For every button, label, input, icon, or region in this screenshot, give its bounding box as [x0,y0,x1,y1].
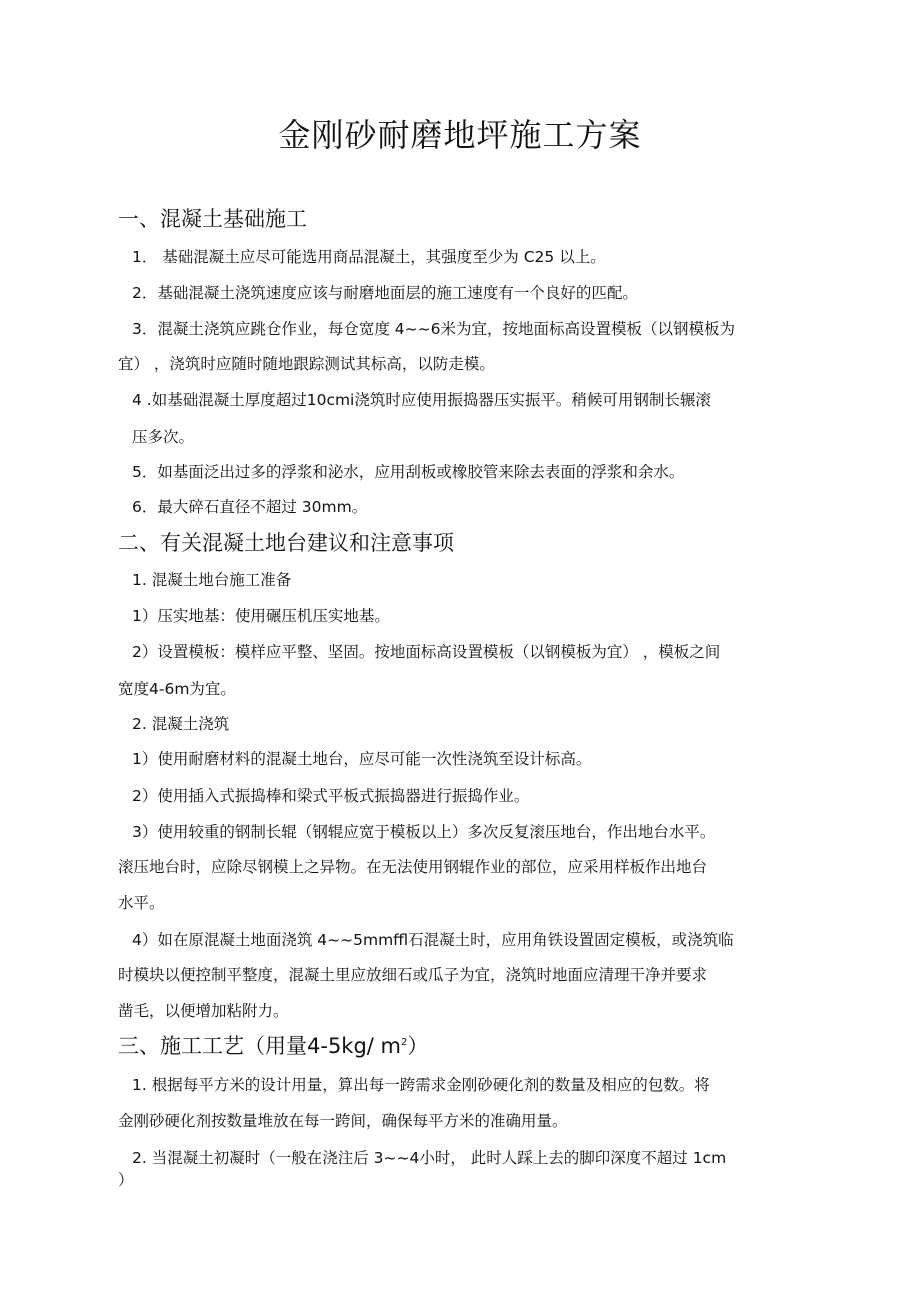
paragraph-line: 5．如基面泛出过多的浮浆和泌水，应用刮板或橡胶管来除去表面的浮浆和余水。 [132,463,685,481]
paragraph-line: 1）压实地基：使用碾压机压实地基。 [132,607,390,625]
paragraph-line: 2）设置模板：模样应平整、坚固。按地面标高设置模板（以钢模板为宜） ，模板之间 [132,643,721,661]
paragraph-line: 1. 混凝土地台施工准备 [132,571,292,589]
paragraph-line: 金刚砂硬化剂按数量堆放在每一跨间，确保每平方米的准确用量。 [118,1112,568,1130]
paragraph-line: 4 .如基础混凝土厚度超过10cmi浇筑时应使用振捣器压实振平。稍候可用钢制长辗滚 [132,391,711,409]
paragraph-line: 3．混凝土浇筑应跳仓作业，每仓宽度 4~~6米为宜，按地面标高设置模板（以钢模板为 [132,320,735,338]
paragraph-line: 6．最大碎石直径不超过 30mm。 [132,498,368,516]
paragraph-line: 1． 基础混凝土应尽可能选用商品混凝土，其强度至少为 C25 以上。 [132,248,606,266]
paragraph-line: 压多次。 [132,428,195,446]
paragraph-line: 2. 混凝土浇筑 [132,715,230,733]
document-title: 金刚砂耐磨地坪施工方案 [278,116,642,154]
section-heading-3-tail: ） [407,1034,429,1058]
paragraph-line: 水平。 [118,894,165,912]
paragraph-line: 1）使用耐磨材料的混凝土地台，应尽可能一次性浇筑至设计标高。 [132,750,592,768]
paragraph-line: ） [118,1171,134,1189]
paragraph-line: 滚压地台时，应除尽钢模上之异物。在无法使用钢辊作业的部位，应采用样板作出地台 [118,858,708,876]
paragraph-line: 4）如在原混凝土地面浇筑 4~~5mmffl石混凝土时，应用角铁设置固定模板，或浇筑临 [132,931,734,949]
paragraph-line: 2. 当混凝土初凝时（一般在浇注后 3~~4小时， 此时人踩上去的脚印深度不超过 1cm [132,1149,727,1167]
paragraph-line: 宜） ，浇筑时应随时随地跟踪测试其标高，以防走模。 [118,355,495,373]
paragraph-line: 1. 根据每平方米的设计用量，算出每一跨需求金刚砂硬化剂的数量及相应的包数。将 [132,1076,710,1094]
paragraph-line: 2．基础混凝土浇筑速度应该与耐磨地面层的施工速度有一个良好的匹配。 [132,284,638,302]
section-heading-3-text: 三、施工工艺（用量4-5kg/ m [118,1034,401,1058]
paragraph-line: 时模块以便控制平整度，混凝土里应放细石或瓜子为宜，浇筑时地面应清理干净并要求 [118,966,708,984]
paragraph-line: 宽度4-6m为宜。 [118,680,236,698]
section-heading-2: 二、有关混凝土地台建议和注意事项 [118,531,454,555]
section-heading-1: 一、混凝土基础施工 [118,207,307,231]
paragraph-line: 2）使用插入式振捣棒和梁式平板式振捣器进行振捣作业。 [132,787,530,805]
section-heading-3 [118,1030,428,1060]
superscript-two: 2 [401,1037,408,1048]
paragraph-line: 凿毛，以便增加粘附力。 [118,1002,289,1020]
paragraph-line: 3）使用较重的钢制长辊（钢辊应宽于模板以上）多次反复滚压地台，作出地台水平。 [132,823,716,841]
